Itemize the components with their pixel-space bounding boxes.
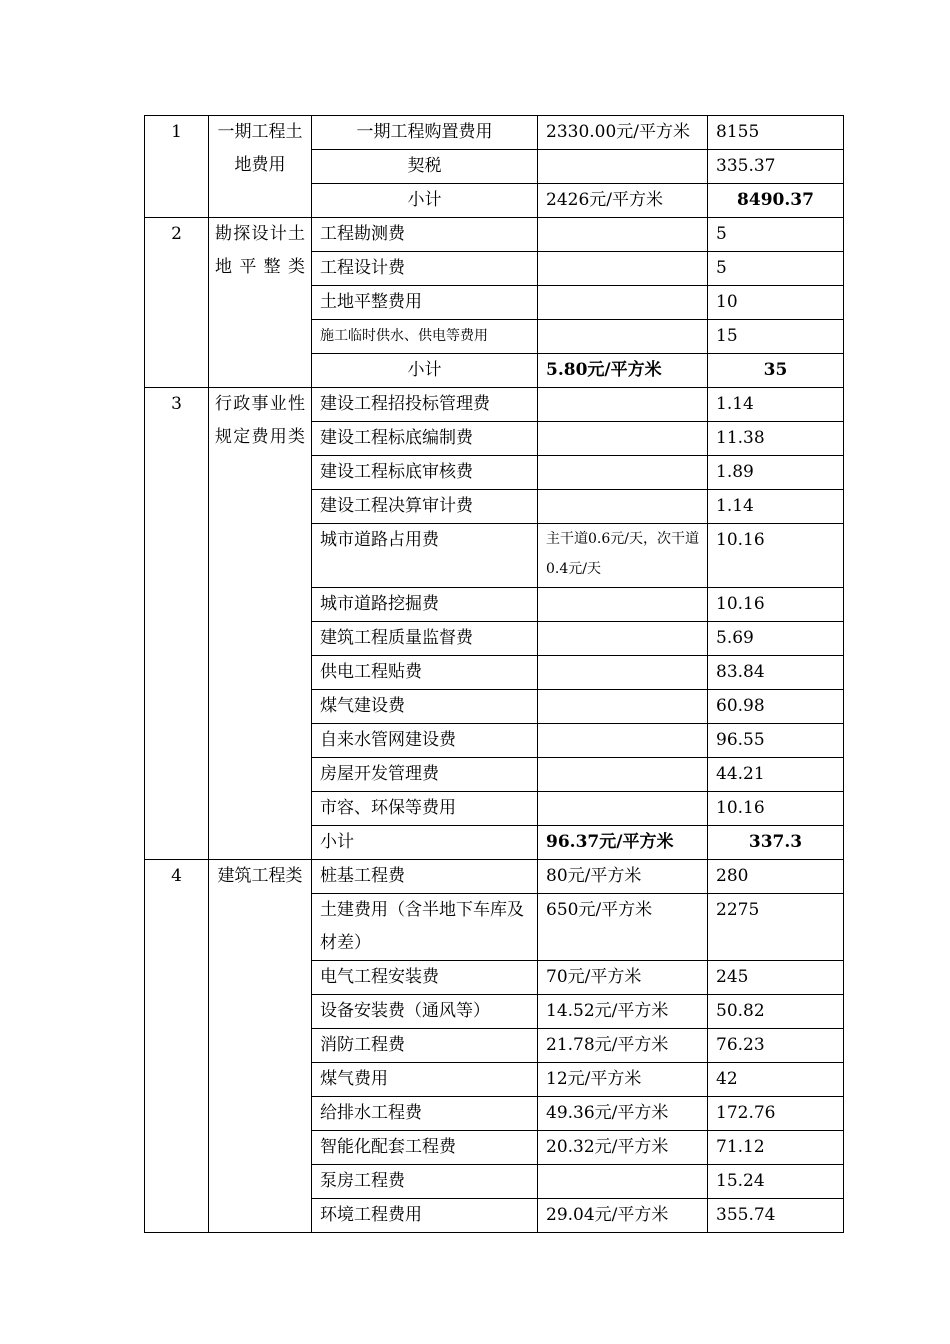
item-name: 施工临时供水、供电等费用 — [312, 320, 538, 354]
amount: 76.23 — [708, 1029, 844, 1063]
item-name: 一期工程购置费用 — [312, 116, 538, 150]
unit-price — [538, 320, 708, 354]
item-name: 小计 — [312, 184, 538, 218]
item-name: 给排水工程费 — [312, 1097, 538, 1131]
amount: 280 — [708, 860, 844, 894]
amount: 10.16 — [708, 524, 844, 588]
unit-price — [538, 422, 708, 456]
amount: 8155 — [708, 116, 844, 150]
amount: 42 — [708, 1063, 844, 1097]
item-name: 智能化配套工程费 — [312, 1131, 538, 1165]
unit-price: 主干道0.6元/天，次干道0.4元/天 — [538, 524, 708, 588]
amount: 83.84 — [708, 656, 844, 690]
item-name: 城市道路挖掘费 — [312, 588, 538, 622]
item-name: 小计 — [312, 826, 538, 860]
item-name: 工程设计费 — [312, 252, 538, 286]
unit-price: 650元/平方米 — [538, 894, 708, 961]
unit-price — [538, 456, 708, 490]
item-name: 建设工程标底审核费 — [312, 456, 538, 490]
amount: 5 — [708, 218, 844, 252]
unit-price — [538, 792, 708, 826]
group-category: 一期工程土地费用 — [209, 116, 312, 218]
unit-price: 49.36元/平方米 — [538, 1097, 708, 1131]
group-category: 行政事业性规定费用类 — [209, 388, 312, 860]
unit-price: 29.04元/平方米 — [538, 1199, 708, 1233]
amount: 5 — [708, 252, 844, 286]
item-name: 设备安装费（通风等） — [312, 995, 538, 1029]
unit-price: 21.78元/平方米 — [538, 1029, 708, 1063]
item-name: 建设工程决算审计费 — [312, 490, 538, 524]
amount: 10.16 — [708, 792, 844, 826]
item-name: 消防工程费 — [312, 1029, 538, 1063]
group-category: 勘探设计土地平整类 — [209, 218, 312, 388]
unit-price: 14.52元/平方米 — [538, 995, 708, 1029]
unit-price — [538, 758, 708, 792]
unit-price: 2330.00元/平方米 — [538, 116, 708, 150]
item-name: 建筑工程质量监督费 — [312, 622, 538, 656]
amount: 50.82 — [708, 995, 844, 1029]
item-name: 煤气费用 — [312, 1063, 538, 1097]
unit-price — [538, 588, 708, 622]
unit-price — [538, 622, 708, 656]
amount: 2275 — [708, 894, 844, 961]
unit-price: 70元/平方米 — [538, 961, 708, 995]
item-name: 市容、环保等费用 — [312, 792, 538, 826]
amount: 11.38 — [708, 422, 844, 456]
amount: 1.14 — [708, 388, 844, 422]
item-name: 电气工程安装费 — [312, 961, 538, 995]
amount: 172.76 — [708, 1097, 844, 1131]
group-number: 1 — [145, 116, 209, 218]
amount: 15.24 — [708, 1165, 844, 1199]
amount: 5.69 — [708, 622, 844, 656]
item-name: 自来水管网建设费 — [312, 724, 538, 758]
item-name: 建设工程标底编制费 — [312, 422, 538, 456]
item-name: 工程勘测费 — [312, 218, 538, 252]
amount: 44.21 — [708, 758, 844, 792]
amount: 35 — [708, 354, 844, 388]
table-row — [145, 860, 844, 894]
amount: 60.98 — [708, 690, 844, 724]
group-category: 建筑工程类 — [209, 860, 312, 1233]
unit-price — [538, 690, 708, 724]
unit-price — [538, 286, 708, 320]
unit-price — [538, 150, 708, 184]
cost-table-body — [145, 116, 844, 1233]
group-number: 4 — [145, 860, 209, 1233]
unit-price: 80元/平方米 — [538, 860, 708, 894]
cost-table — [144, 115, 844, 1233]
amount: 10 — [708, 286, 844, 320]
group-number: 3 — [145, 388, 209, 860]
unit-price — [538, 388, 708, 422]
item-name: 小计 — [312, 354, 538, 388]
item-name: 契税 — [312, 150, 538, 184]
amount: 1.89 — [708, 456, 844, 490]
item-name: 房屋开发管理费 — [312, 758, 538, 792]
amount: 337.3 — [708, 826, 844, 860]
item-name: 泵房工程费 — [312, 1165, 538, 1199]
amount: 8490.37 — [708, 184, 844, 218]
amount: 71.12 — [708, 1131, 844, 1165]
group-number: 2 — [145, 218, 209, 388]
amount: 96.55 — [708, 724, 844, 758]
item-name: 城市道路占用费 — [312, 524, 538, 588]
unit-price: 20.32元/平方米 — [538, 1131, 708, 1165]
item-name: 桩基工程费 — [312, 860, 538, 894]
unit-price — [538, 656, 708, 690]
item-name: 供电工程贴费 — [312, 656, 538, 690]
item-name: 土建费用（含半地下车库及材差） — [312, 894, 538, 961]
amount: 15 — [708, 320, 844, 354]
unit-price: 2426元/平方米 — [538, 184, 708, 218]
amount: 245 — [708, 961, 844, 995]
unit-price — [538, 1165, 708, 1199]
amount: 1.14 — [708, 490, 844, 524]
item-name: 煤气建设费 — [312, 690, 538, 724]
amount: 355.74 — [708, 1199, 844, 1233]
item-name: 建设工程招投标管理费 — [312, 388, 538, 422]
item-name: 土地平整费用 — [312, 286, 538, 320]
unit-price: 12元/平方米 — [538, 1063, 708, 1097]
table-row — [145, 116, 844, 150]
unit-price: 5.80元/平方米 — [538, 354, 708, 388]
amount: 10.16 — [708, 588, 844, 622]
item-name: 环境工程费用 — [312, 1199, 538, 1233]
unit-price: 96.37元/平方米 — [538, 826, 708, 860]
table-row — [145, 218, 844, 252]
unit-price — [538, 218, 708, 252]
amount: 335.37 — [708, 150, 844, 184]
unit-price — [538, 252, 708, 286]
unit-price — [538, 724, 708, 758]
table-row — [145, 388, 844, 422]
unit-price — [538, 490, 708, 524]
